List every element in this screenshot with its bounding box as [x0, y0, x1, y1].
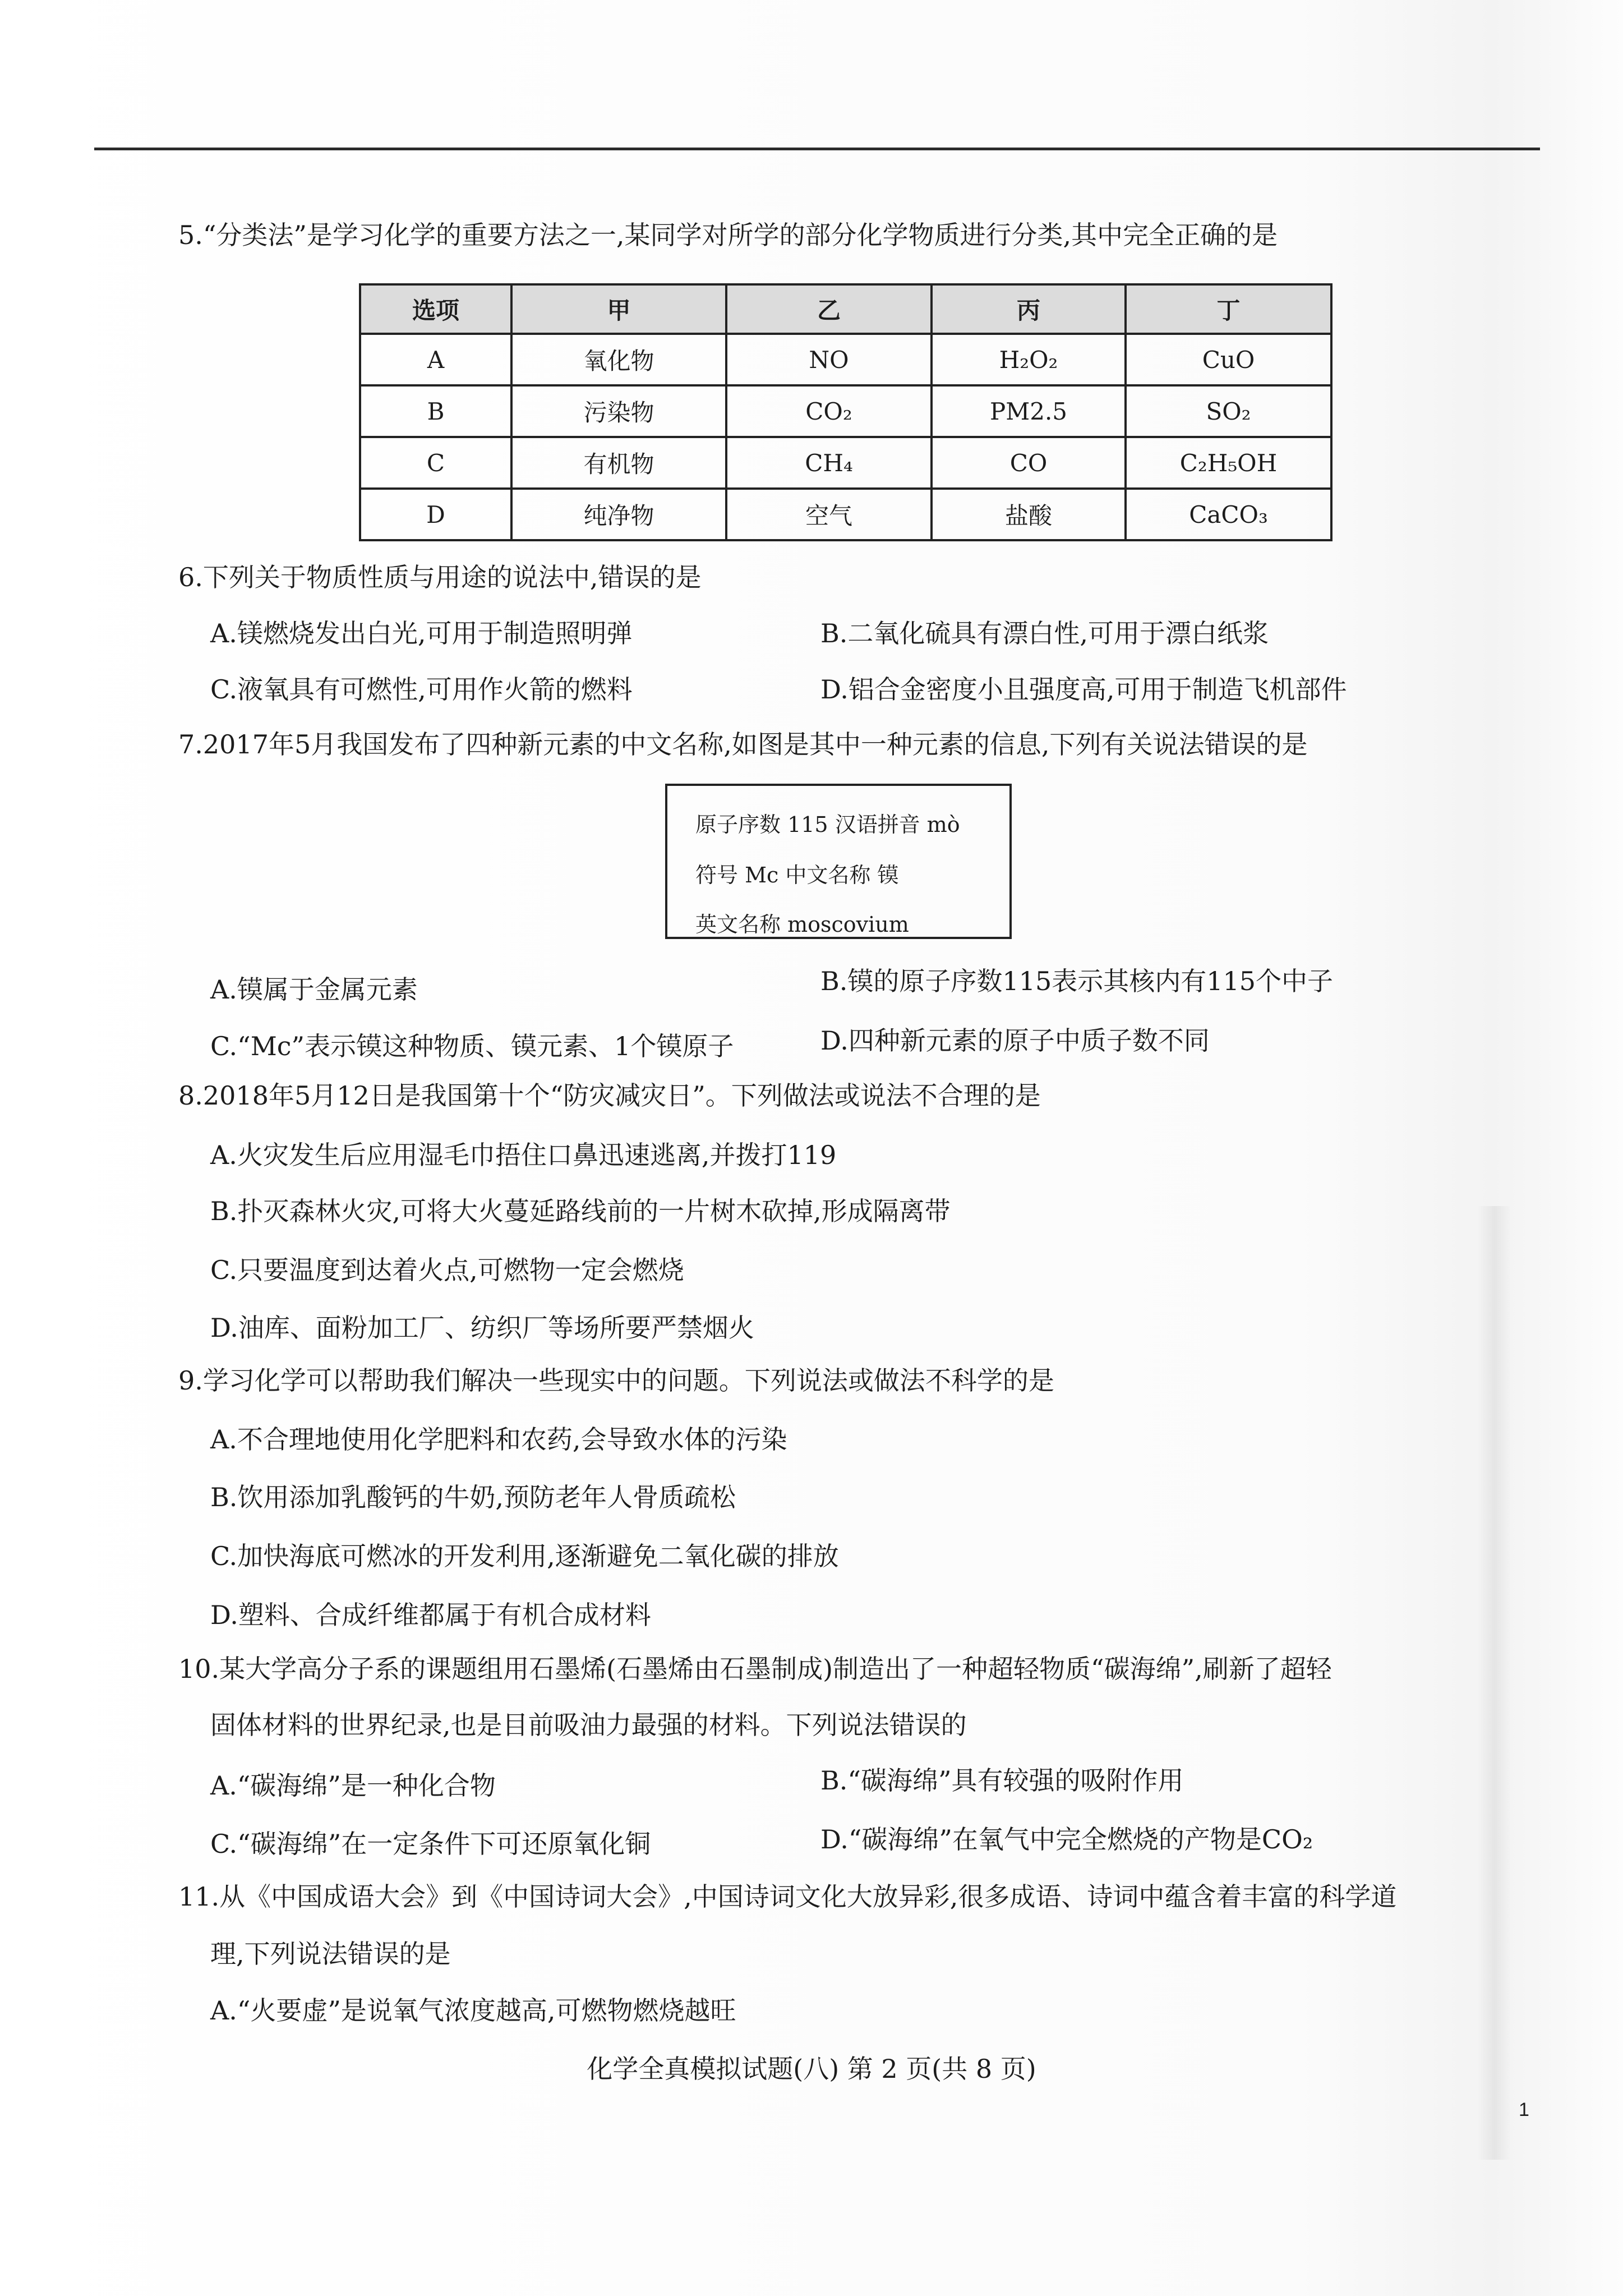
q8-option-c: C.只要温度到达着火点,可燃物一定会燃烧: [210, 1255, 684, 1285]
q7-option-c: C.“Mc”表示镆这种物质、镆元素、1个镆原子: [210, 1031, 734, 1061]
table-cell: A: [360, 334, 511, 385]
q6-option-b: B.二氧化硫具有漂白性,可用于漂白纸浆: [820, 618, 1269, 648]
q8-option-a: A.火灾发生后应用湿毛巾捂住口鼻迅速逃离,并拨打119: [210, 1140, 837, 1170]
q9-option-a: A.不合理地使用化学肥料和农药,会导致水体的污染: [210, 1424, 787, 1455]
table-header-cell: 丁: [1126, 284, 1331, 334]
element-info-card: [665, 784, 1012, 939]
table-cell: 纯净物: [511, 489, 726, 540]
table-cell: H₂O₂: [932, 334, 1126, 385]
table-cell: 有机物: [511, 437, 726, 489]
table-header-cell: 乙: [726, 284, 932, 334]
q11-option-a: A.“火要虚”是说氧气浓度越高,可燃物燃烧越旺: [210, 1995, 736, 2026]
table-cell: 污染物: [511, 385, 726, 437]
q6-stem: 6.下列关于物质性质与用途的说法中,错误的是: [178, 562, 702, 592]
table-cell: CaCO₃: [1126, 489, 1331, 540]
page-footer: 化学全真模拟试题(八) 第 2 页(共 8 页): [587, 2054, 1036, 2084]
top-rule: [94, 148, 1540, 150]
q9-option-c: C.加快海底可燃冰的开发利用,逐渐避免二氧化碳的排放: [210, 1541, 839, 1571]
q9-stem: 9.学习化学可以帮助我们解决一些现实中的问题。下列说法或做法不科学的是: [178, 1365, 1054, 1396]
table-cell: SO₂: [1126, 385, 1331, 437]
table-cell: 盐酸: [932, 489, 1126, 540]
table-cell: CO: [932, 437, 1126, 489]
page-number: 1: [1519, 2099, 1529, 2120]
element-info-row: 符号 Mc 中文名称 镆: [695, 863, 899, 887]
table-row: [360, 437, 1331, 489]
table-cell: CH₄: [726, 437, 932, 489]
table-cell: B: [360, 385, 511, 437]
q8-option-b: B.扑灭森林火灾,可将大火蔓延路线前的一片树木砍掉,形成隔离带: [210, 1196, 951, 1226]
table-cell: C: [360, 437, 511, 489]
table-cell: NO: [726, 334, 932, 385]
scan-shadow: [1478, 1206, 1511, 2160]
table-cell: 氧化物: [511, 334, 726, 385]
q6-option-a: A.镁燃烧发出白光,可用于制造照明弹: [210, 618, 633, 648]
q10-option-a: A.“碳海绵”是一种化合物: [210, 1770, 496, 1801]
q8-stem: 8.2018年5月12日是我国第十个“防灾减灾日”。下列做法或说法不合理的是: [178, 1080, 1041, 1111]
table-cell: C₂H₅OH: [1126, 437, 1331, 489]
q7-stem: 7.2017年5月我国发布了四种新元素的中文名称,如图是其中一种元素的信息,下列有关说法错误的是: [178, 729, 1308, 760]
classification-table: [359, 283, 1332, 541]
table-cell: 空气: [726, 489, 932, 540]
q10-stem: 10.某大学高分子系的课题组用石墨烯(石墨烯由石墨制成)制造出了一种超轻物质“碳海绵”,刷新了超轻: [178, 1654, 1332, 1684]
q7-option-a: A.镆属于金属元素: [210, 974, 418, 1005]
table-cell: CuO: [1126, 334, 1331, 385]
table-cell: PM2.5: [932, 385, 1126, 437]
q10-option-d: D.“碳海绵”在氧气中完全燃烧的产物是CO₂: [820, 1824, 1313, 1855]
element-info-row: 英文名称 moscovium: [695, 912, 909, 937]
q8-option-d: D.油库、面粉加工厂、纺织厂等场所要严禁烟火: [210, 1313, 754, 1343]
q10-option-c: C.“碳海绵”在一定条件下可还原氧化铜: [210, 1829, 651, 1859]
table-row: [360, 385, 1331, 437]
q9-option-b: B.饮用添加乳酸钙的牛奶,预防老年人骨质疏松: [210, 1482, 736, 1512]
q5-stem: 5.“分类法”是学习化学的重要方法之一,某同学对所学的部分化学物质进行分类,其中完全正确的是: [178, 220, 1278, 250]
q10-option-b: B.“碳海绵”具有较强的吸附作用: [820, 1765, 1184, 1796]
q6-option-c: C.液氧具有可燃性,可用作火箭的燃料: [210, 674, 633, 705]
table-header-cell: 选项: [360, 284, 511, 334]
table-cell: CO₂: [726, 385, 932, 437]
q9-option-d: D.塑料、合成纤维都属于有机合成材料: [210, 1600, 651, 1630]
q7-option-b: B.镆的原子序数115表示其核内有115个中子: [820, 966, 1334, 996]
q11-stem: 11.从《中国成语大会》到《中国诗词大会》,中国诗词文化大放异彩,很多成语、诗词中蕴含着丰富的科学道: [178, 1881, 1397, 1912]
table-header-cell: 甲: [511, 284, 726, 334]
q6-option-d: D.铝合金密度小且强度高,可用于制造飞机部件: [820, 674, 1347, 705]
table-header-cell: 丙: [932, 284, 1126, 334]
element-info-row: 原子序数 115 汉语拼音 mò: [695, 812, 960, 837]
table-cell: D: [360, 489, 511, 540]
table-row: [360, 334, 1331, 385]
q7-option-d: D.四种新元素的原子中质子数不同: [820, 1025, 1210, 1056]
table-row: [360, 489, 1331, 540]
table-header-row: [360, 284, 1331, 334]
q11-stem-continued: 理,下列说法错误的是: [210, 1939, 451, 1969]
q10-stem-continued: 固体材料的世界纪录,也是目前吸油力最强的材料。下列说法错误的: [210, 1710, 967, 1740]
